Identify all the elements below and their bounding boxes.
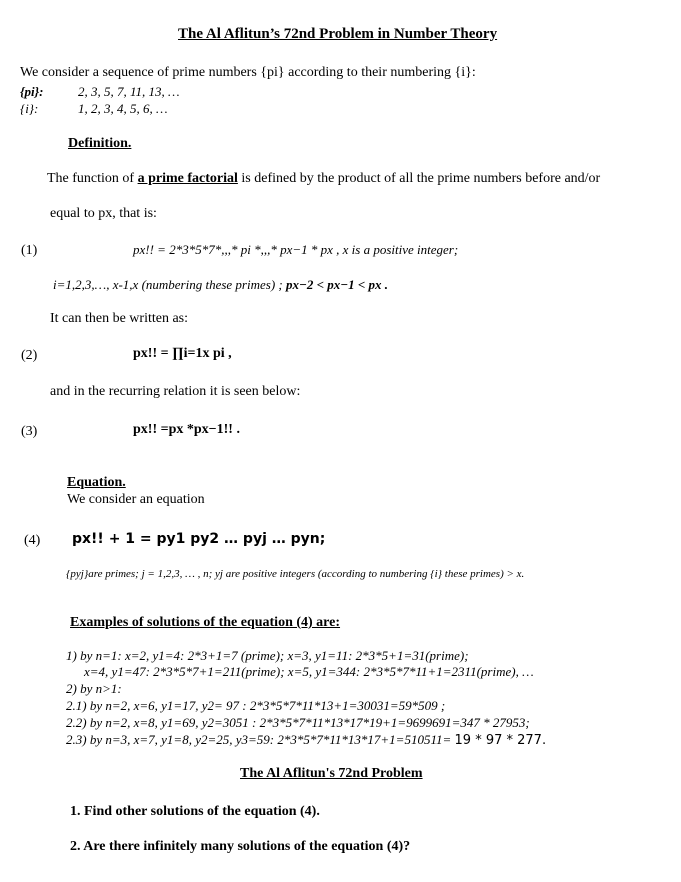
- intro-sentence: We consider a sequence of prime numbers {pi} according to their numbering {i}:: [20, 65, 476, 80]
- problem-question-1: 1. Find other solutions of the equation (4).: [70, 804, 320, 819]
- problem-heading: The Al Aflitun's 72nd Problem: [240, 766, 423, 781]
- example-line-3: 2) by n>1:: [66, 681, 122, 696]
- example-line-4: 2.1) by n=2, x=6, y1=17, y2= 97 : 2*3*5*7*11*13+1=30031=59*509 ;: [66, 698, 446, 713]
- definition-line-2: equal to px, that is:: [50, 206, 157, 221]
- index-values: 1, 2, 3, 4, 5, 6, …: [78, 101, 168, 116]
- example-line-6: 2.3) by n=3, x=7, y1=8, y2=25, y3=59: 2*3*5*7*11*13*17+1=510511= 19 * 97 * 277.: [66, 732, 547, 748]
- equation-1: px!! = 2*3*5*7*,,,* pi *,,,* px−1 * px , x is a positive integer;: [133, 242, 459, 257]
- equation-heading: Equation.: [67, 475, 126, 490]
- definition-line-4: It can then be written as:: [50, 311, 189, 326]
- primes-values: 2, 3, 5, 7, 11, 13, …: [78, 84, 180, 99]
- examples-heading: Examples of solutions of the equation (4) are:: [70, 615, 341, 630]
- equation-2-number: (2): [21, 348, 38, 363]
- primes-label: {pi}:: [20, 84, 44, 99]
- example-line-2: x=4, y1=47: 2*3*5*7+1=211(prime); x=5, y1=344: 2*3*5*7*11+1=2311(prime), …: [84, 664, 534, 679]
- equation-2: px!! = ∏i=1x pi ,: [133, 346, 232, 361]
- equation-4: px!! + 1 = py1 py2 … pyj … pyn;: [72, 531, 326, 547]
- definition-heading: Definition.: [68, 136, 132, 151]
- example-line-1: 1) by n=1: x=2, y1=4: 2*3+1=7 (prime); x=3, y1=11: 2*3*5+1=31(prime);: [66, 648, 469, 663]
- equation-3-number: (3): [21, 424, 38, 439]
- index-label: {i}:: [20, 101, 39, 116]
- page-title: The Al Aflitun’s 72nd Problem in Number Theory: [178, 26, 498, 42]
- equation-3: px!! =px *px−1!! .: [133, 422, 240, 437]
- prime-factorial-term: a prime factorial: [137, 171, 238, 186]
- equation-4-number: (4): [24, 533, 41, 548]
- example-factors: 19 * 97 * 277.: [454, 733, 547, 748]
- equation-4-note: {pyj}are primes; j = 1,2,3, … , n; yj are positive integers (according to numbering {i} these primes) > x.: [66, 568, 525, 580]
- equation-1-number: (1): [21, 243, 38, 258]
- definition-line-5: and in the recurring relation it is seen below:: [50, 384, 301, 399]
- definition-line-3: i=1,2,3,…, x-1,x (numbering these primes) ; px−2 < px−1 < px .: [53, 277, 389, 292]
- definition-line-1: The function of a prime factorial is defined by the product of all the prime numbers before and/or: [47, 171, 601, 186]
- equation-intro: We consider an equation: [67, 492, 205, 507]
- problem-question-2: 2. Are there infinitely many solutions of the equation (4)?: [70, 839, 411, 854]
- example-line-5: 2.2) by n=2, x=8, y1=69, y2=3051 : 2*3*5*7*11*13*17*19+1=9699691=347 * 27953;: [66, 715, 530, 730]
